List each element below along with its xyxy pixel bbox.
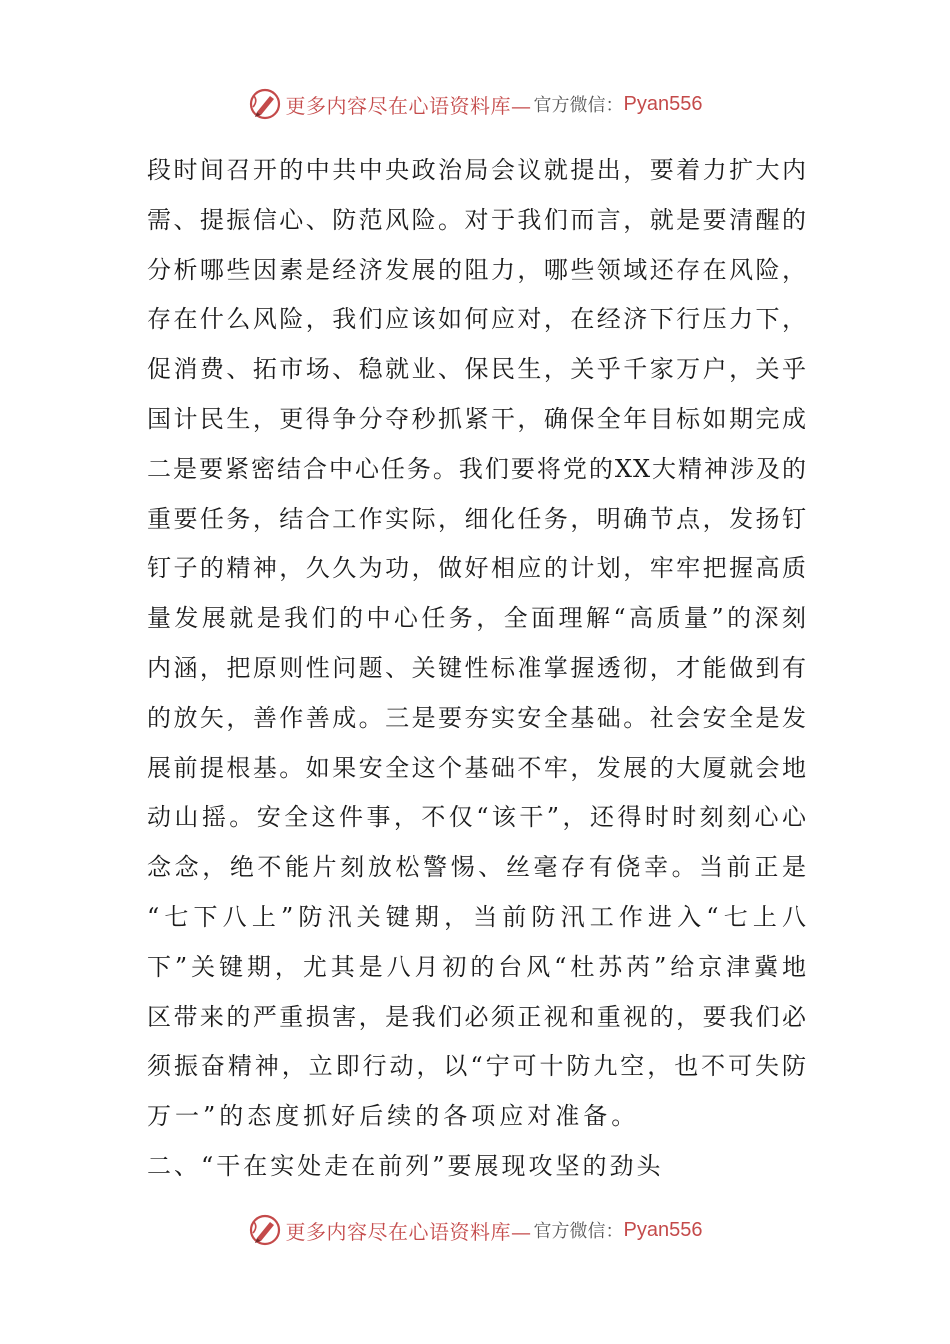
text-line: 国计民生，更得争分夺秒抓紧干，确保全年目标如期完成 xyxy=(147,404,807,433)
banner-wechat-label: 官方微信： xyxy=(533,95,624,116)
text-line: 需、提振信心、防范风险。对于我们而言，就是要清醒的 xyxy=(147,205,807,234)
text-line: 段时间召开的中共中央政治局会议就提出，要着力扩大内 xyxy=(147,156,807,184)
text-line: 万一”的态度抓好后续的各项应对准备。 xyxy=(147,1102,640,1131)
text-line: 的放矢，善作善成。三是要夯实安全基础。社会安全是发 xyxy=(147,703,807,732)
text-line: 展前提根基。如果安全这个基础不牢，发展的大厦就会地 xyxy=(147,753,807,782)
text-line: 量发展就是我们的中心任务，全面理解“高质量”的深刻 xyxy=(147,604,807,633)
banner-text: 更多内容尽在心语资料库— xyxy=(285,93,532,118)
text-line: 须振奋精神，立即行动，以“宁可十防九空，也不可失防 xyxy=(147,1052,807,1081)
banner-wechat-id: Pyan556 xyxy=(623,92,703,115)
text-line: 钉子的精神，久久为功，做好相应的计划，牢牢把握高质 xyxy=(147,554,807,583)
header-banner xyxy=(0,86,950,122)
text-line: “七下八上”防汛关键期，当前防汛工作进入“七上八 xyxy=(147,902,807,931)
text-line: 促消费、拓市场、稳就业、保民生，关乎千家万户，关乎 xyxy=(147,355,807,384)
pen-logo-icon xyxy=(248,87,282,121)
section-heading: 二、“干在实处走在前列”要展现攻坚的劲头 xyxy=(147,1151,664,1180)
text-line: 重要任务，结合工作实际，细化任务，明确节点，发扬钉 xyxy=(147,504,807,533)
text-line: 区带来的严重损害，是我们必须正视和重视的，要我们必 xyxy=(147,1002,807,1031)
pen-logo-icon xyxy=(248,1213,282,1247)
footer-banner xyxy=(0,1212,950,1248)
banner-wechat-label: 官方微信： xyxy=(533,1221,624,1242)
text-line: 念念，绝不能片刻放松警惕、丝毫存有侥幸。当前正是 xyxy=(147,853,807,882)
text-line: 二是要紧密结合中心任务。我们要将党的XX大精神涉及的 xyxy=(147,454,807,483)
body-text xyxy=(147,146,807,1192)
text-line: 动山摇。安全这件事，不仅“该干”，还得时时刻刻心心 xyxy=(147,803,807,832)
text-line: 存在什么风险，我们应该如何应对，在经济下行压力下， xyxy=(147,305,807,334)
text-line: 内涵，把原则性问题、关键性标准掌握透彻，才能做到有 xyxy=(147,653,807,682)
text-line: 分析哪些因素是经济发展的阻力，哪些领域还存在风险， xyxy=(147,255,807,284)
banner-wechat-id: Pyan556 xyxy=(623,1218,703,1241)
banner-text: 更多内容尽在心语资料库— xyxy=(285,1219,532,1244)
text-line: 下”关键期，尤其是八月初的台风“杜苏芮”给京津冀地 xyxy=(147,952,807,981)
